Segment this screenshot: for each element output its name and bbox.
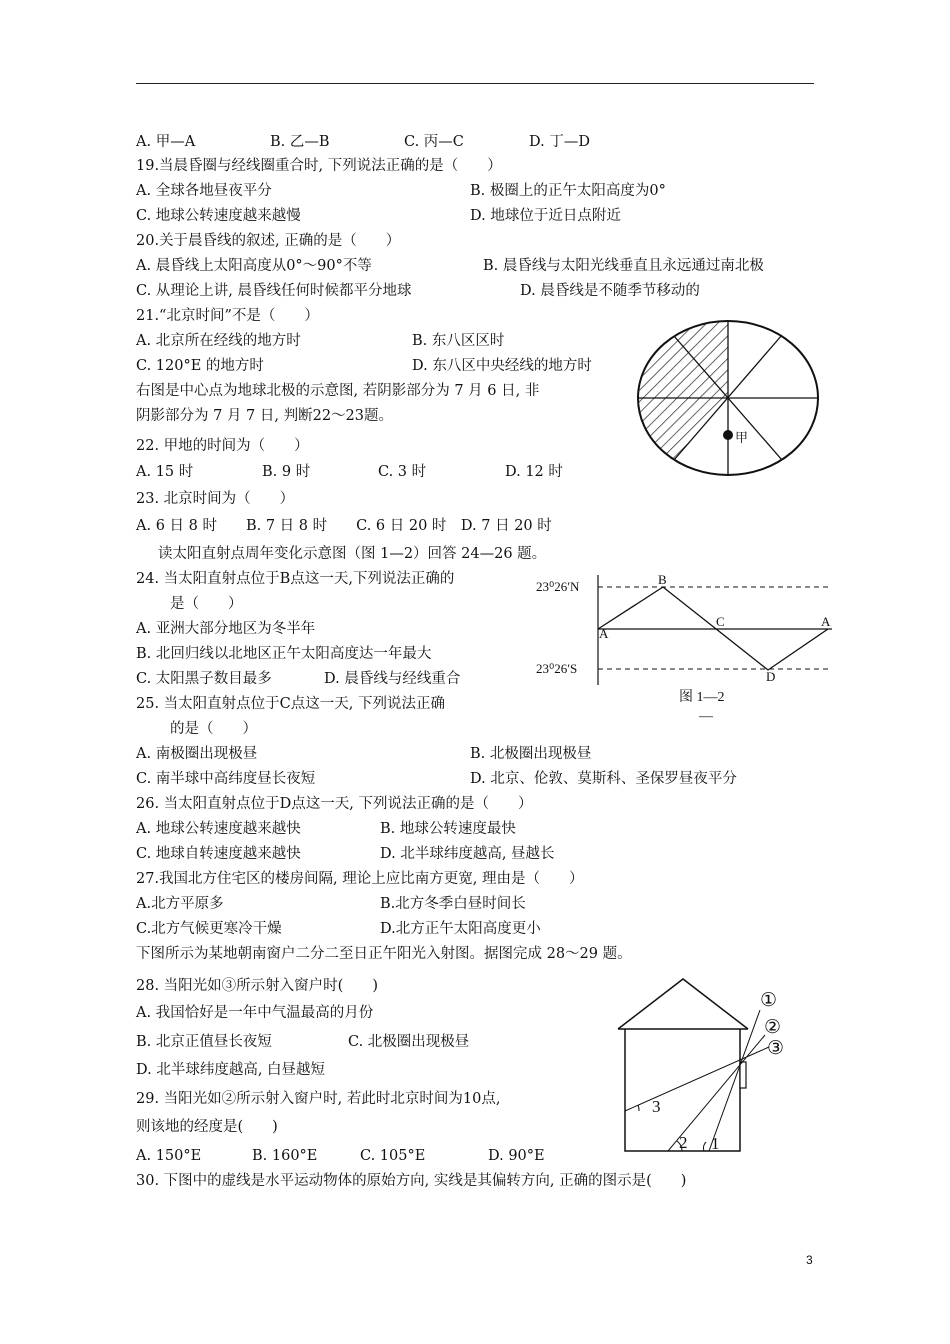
text-line-q22: 22. 甲地的时间为（ ） (136, 438, 309, 454)
angle-label-3: 3 (652, 1097, 661, 1116)
text-line-q28-d: D. 北半球纬度越高, 白昼越短 (136, 1062, 326, 1078)
polar-diagram (634, 316, 822, 486)
text-line-q25-d: D. 北京、伦敦、莫斯科、圣保罗昼夜平分 (470, 771, 737, 787)
sun-ray-1 (709, 1010, 760, 1151)
text-line-q25-2: 的是（ ） (170, 721, 257, 737)
text-line-q25-b: B. 北极圈出现极昼 (470, 746, 592, 762)
text-line-q27-c: C.北方气候更寒冷干燥 (136, 921, 282, 937)
text-line-q26-d: D. 北半球纬度越高, 昼越长 (380, 846, 555, 862)
text-line-intro28: 下图所示为某地朝南窗户二分二至日正午阳光入射图。据图完成 28～29 题。 (136, 946, 632, 962)
text-line-intro24: 读太阳直射点周年变化示意图（图 1—2）回答 24—26 题。 (158, 546, 547, 562)
label-d: D (766, 669, 776, 684)
text-line-q22-c: C. 3 时 (378, 464, 427, 480)
text-line-q25-a: A. 南极圈出现极昼 (136, 746, 258, 762)
label-b: B (658, 572, 667, 587)
text-line-q29-c: C. 105°E (360, 1148, 426, 1164)
point-jia (723, 430, 733, 440)
text-line-q27-b: B.北方冬季白昼时间长 (380, 896, 526, 912)
sun-ray-3 (625, 1047, 769, 1111)
label-c: C (716, 614, 725, 629)
figure-caption: 图 1—2 (679, 690, 725, 705)
text-line-q23-opts: A. 6 日 8 时 B. 7 日 8 时 C. 6 日 20 时 D. 7 日 20 时 (136, 518, 552, 534)
text-line-q24-c: C. 太阳黑子数目最多 (136, 671, 272, 687)
window-frame (740, 1062, 746, 1088)
text-line-q19-c: C. 地球公转速度越来越慢 (136, 208, 301, 224)
text-line-q23: 23. 北京时间为（ ） (136, 491, 295, 507)
ray-label-3: ③ (767, 1038, 785, 1059)
figure-1-2 (530, 570, 840, 730)
text-line-q18-opts-c: C. 丙—C (404, 134, 464, 150)
text-line-q27-a: A.北方平原多 (136, 896, 224, 912)
lat-north-label: 23⁰26′N (536, 579, 580, 594)
text-line-q24-a: A. 亚洲大部分地区为冬半年 (136, 621, 316, 637)
text-line-q18-opts-b: B. 乙—B (270, 134, 330, 150)
angle-arc-1 (704, 1142, 706, 1151)
text-line-q21: 21.“北京时间”不是（ ） (136, 308, 319, 324)
ray-label-1: ① (760, 990, 778, 1011)
text-line-q29-b: B. 160°E (252, 1148, 318, 1164)
text-line-q26-b: B. 地球公转速度最快 (380, 821, 516, 837)
text-line-q27: 27.我国北方住宅区的楼房间隔, 理论上应比南方更宽, 理由是（ ） (136, 871, 584, 887)
text-line-q30: 30. 下图中的虚线是水平运动物体的原始方向, 实线是其偏转方向, 正确的图示是( ) (136, 1173, 687, 1189)
text-line-q29-2: 则该地的经度是( ) (136, 1119, 278, 1135)
text-line-q24-b: B. 北回归线以北地区正午太阳高度达一年最大 (136, 646, 432, 662)
ray-label-2: ② (764, 1017, 782, 1038)
text-line-intro22-2: 阴影部分为 7 月 7 日, 判断22～23题。 (136, 408, 394, 424)
text-line-q28: 28. 当阳光如③所示射入窗户时( ) (136, 978, 378, 994)
window-diagram (610, 972, 820, 1154)
text-line-q21-b: B. 东八区区时 (412, 333, 505, 349)
header-rule (136, 83, 814, 84)
text-line-q29-d: D. 90°E (488, 1148, 545, 1164)
text-line-q26-c: C. 地球自转速度越来越快 (136, 846, 301, 862)
text-line-q19-b: B. 极圈上的正午太阳高度为0° (470, 183, 666, 199)
text-line-q22-b: B. 9 时 (262, 464, 311, 480)
text-line-q22-a: A. 15 时 (136, 464, 194, 480)
text-line-q25-c: C. 南半球中高纬度昼长夜短 (136, 771, 316, 787)
text-line-q29-1: 29. 当阳光如②所示射入窗户时, 若此时北京时间为10点, (136, 1091, 501, 1107)
text-line-q20-d: D. 晨昏线是不随季节移动的 (520, 283, 700, 299)
house-roof (618, 979, 748, 1029)
text-line-q20: 20.关于晨昏线的叙述, 正确的是（ ） (136, 233, 401, 249)
text-line-q24-2: 是（ ） (170, 596, 243, 612)
text-line-q24-1: 24. 当太阳直射点位于B点这一天,下列说法正确的 (136, 571, 455, 587)
label-jia: 甲 (735, 430, 749, 445)
text-line-q18-opts-a: A. 甲—A (136, 134, 196, 150)
text-line-q20-c: C. 从理论上讲, 晨昏线任何时候都平分地球 (136, 283, 412, 299)
text-line-q19-d: D. 地球位于近日点附近 (470, 208, 621, 224)
text-line-q28-c: C. 北极圈出现极昼 (348, 1034, 470, 1050)
page-number: 3 (806, 1253, 813, 1267)
text-line-q20-a: A. 晨昏线上太阳高度从0°～90°不等 (136, 258, 372, 274)
text-line-intro22-1: 右图是中心点为地球北极的示意图, 若阴影部分为 7 月 6 日, 非 (136, 383, 540, 399)
text-line-q24-d: D. 晨昏线与经线重合 (324, 671, 461, 687)
label-a-right: A (821, 614, 831, 629)
text-line-q25-1: 25. 当太阳直射点位于C点这一天, 下列说法正确 (136, 696, 445, 712)
text-line-q21-a: A. 北京所在经线的地方时 (136, 333, 301, 349)
lat-south-label: 23⁰26′S (536, 661, 578, 676)
text-line-q19: 19.当晨昏圈与经线圈重合时, 下列说法正确的是（ ） (136, 158, 502, 174)
text-line-q29-a: A. 150°E (136, 1148, 202, 1164)
text-line-q28-b: B. 北京正值昼长夜短 (136, 1034, 272, 1050)
angle-label-1: 1 (711, 1134, 720, 1153)
text-line-q27-d: D.北方正午太阳高度更小 (380, 921, 541, 937)
text-line-q18-opts-d: D. 丁—D (529, 134, 590, 150)
angle-arc-3 (638, 1105, 639, 1111)
angle-label-2: 2 (679, 1133, 688, 1152)
text-line-q21-c: C. 120°E 的地方时 (136, 358, 264, 374)
text-line-q22-d: D. 12 时 (505, 464, 563, 480)
text-line-q26-a: A. 地球公转速度越来越快 (136, 821, 301, 837)
text-line-q19-a: A. 全球各地昼夜平分 (136, 183, 272, 199)
text-line-q26: 26. 当太阳直射点位于D点这一天, 下列说法正确的是（ ） (136, 796, 533, 812)
label-a-left: A (599, 626, 609, 641)
text-line-q20-b: B. 晨昏线与太阳光线垂直且永远通过南北极 (483, 258, 764, 274)
figure-caption-dash: — (699, 709, 713, 724)
text-line-q28-a: A. 我国恰好是一年中气温最高的月份 (136, 1005, 374, 1021)
text-line-q21-d: D. 东八区中央经线的地方时 (412, 358, 592, 374)
